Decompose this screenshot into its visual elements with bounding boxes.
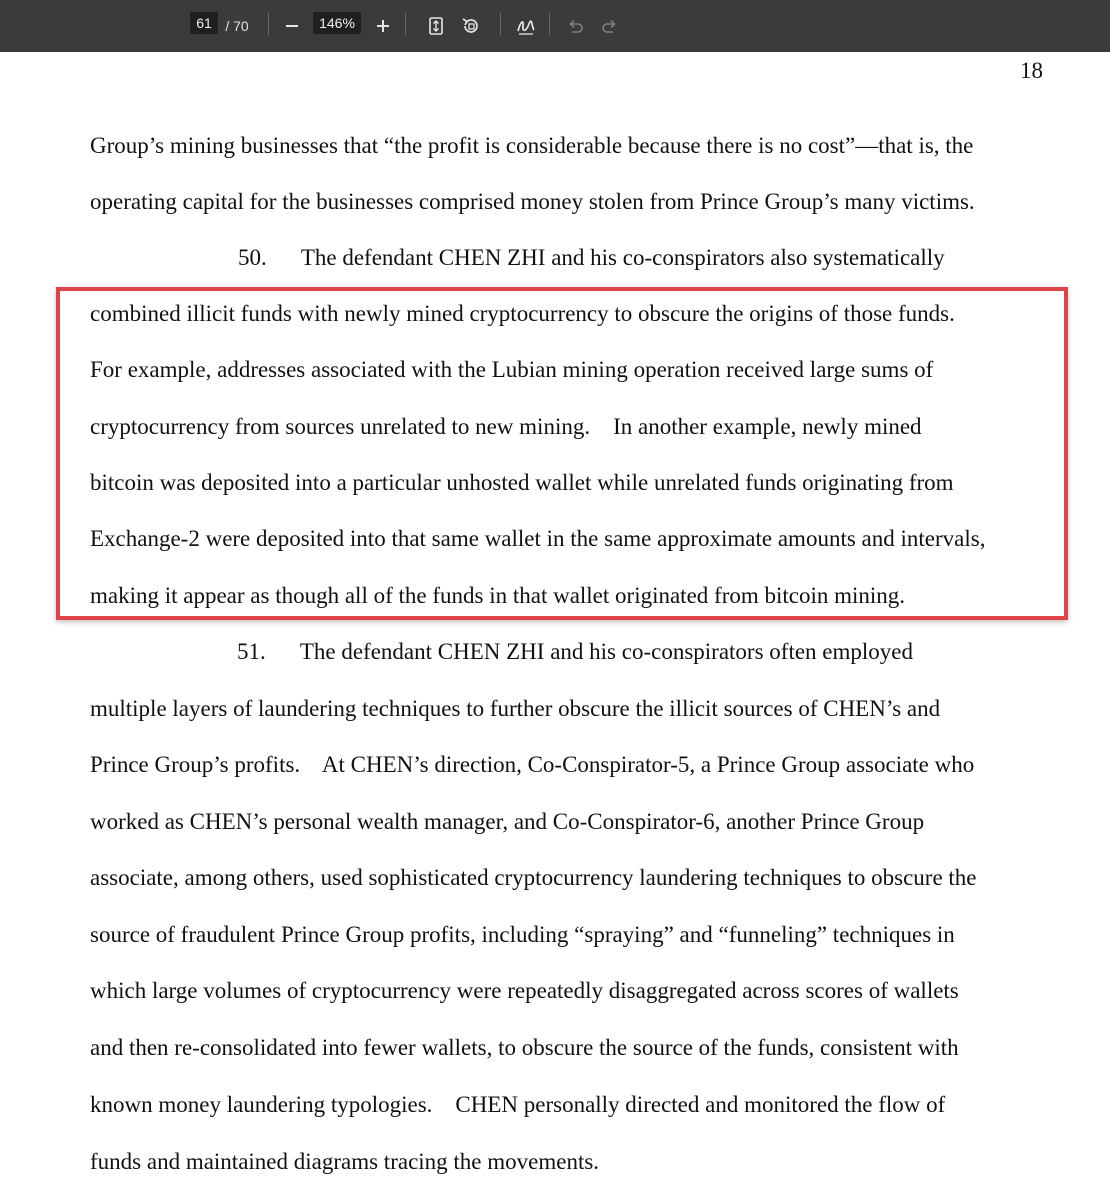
undo-icon (566, 18, 584, 34)
text-line: combined illicit funds with newly mined cryptocurrency to obscure the origins of those funds. (90, 301, 955, 326)
plus-icon (376, 19, 390, 33)
pdf-toolbar (0, 0, 1110, 52)
text-line: operating capital for the businesses comprised money stolen from Prince Group’s many victims. (90, 189, 975, 214)
toolbar-divider (268, 13, 269, 35)
text-line: and then re-consolidated into fewer wallets, to obscure the source of the funds, consistent with (90, 1035, 959, 1060)
rotate-button[interactable] (458, 0, 484, 52)
toolbar-divider (405, 13, 406, 35)
text-line: associate, among others, used sophisticated cryptocurrency laundering techniques to obscure the (90, 865, 977, 890)
paragraph-50-start: 50. The defendant CHEN ZHI and his co-conspirators also systematically (238, 245, 945, 270)
toolbar-divider (500, 13, 501, 35)
page-total-label: / 70 (225, 18, 249, 34)
rotate-icon (461, 16, 481, 36)
text-line: which large volumes of cryptocurrency were repeatedly disaggregated across scores of wallets (90, 978, 959, 1003)
text-line: Prince Group’s profits. At CHEN’s direction, Co-Conspirator-5, a Prince Group associate who (90, 752, 975, 777)
text-line: making it appear as though all of the funds in that wallet originated from bitcoin mining. (90, 583, 906, 608)
text-line: multiple layers of laundering techniques to further obscure the illicit sources of CHEN’s and (90, 696, 941, 721)
undo-button[interactable] (562, 0, 588, 52)
zoom-level-input[interactable]: 146% (313, 12, 361, 34)
minus-icon (285, 19, 299, 33)
text-line: Exchange-2 were deposited into that same wallet in the same approximate amounts and intervals, (90, 526, 986, 551)
text-line: bitcoin was deposited into a particular unhosted wallet while unrelated funds originating from (90, 470, 954, 495)
text-line: Group’s mining businesses that “the profit is considerable because there is no cost”—that is, the (90, 133, 974, 158)
text-line: cryptocurrency from sources unrelated to new mining. In another example, newly mined (90, 414, 922, 439)
page-number: 18 (1020, 58, 1043, 83)
text-line: worked as CHEN’s personal wealth manager, and Co-Conspirator-6, another Prince Group (90, 809, 925, 834)
fit-page-button[interactable] (423, 0, 449, 52)
toolbar-divider (549, 13, 550, 35)
zoom-in-button[interactable] (370, 0, 396, 52)
redo-button[interactable] (597, 0, 623, 52)
fit-page-icon (428, 17, 444, 35)
text-line: funds and maintained diagrams tracing the movements. (90, 1149, 600, 1174)
text-line: source of fraudulent Prince Group profits, including “spraying” and “funneling” techniques in (90, 922, 955, 947)
paragraph-51-start: 51. The defendant CHEN ZHI and his co-conspirators often employed (237, 639, 913, 664)
redo-icon (601, 18, 619, 34)
draw-icon (516, 16, 536, 36)
text-line: known money laundering typologies. CHEN personally directed and monitored the flow of (90, 1092, 946, 1117)
draw-button[interactable] (513, 0, 539, 52)
text-line: For example, addresses associated with the Lubian mining operation received large sums of (90, 357, 934, 382)
zoom-out-button[interactable] (279, 0, 305, 52)
highlight-annotation-box (56, 287, 1068, 620)
page-number-input[interactable]: 61 (190, 12, 218, 34)
